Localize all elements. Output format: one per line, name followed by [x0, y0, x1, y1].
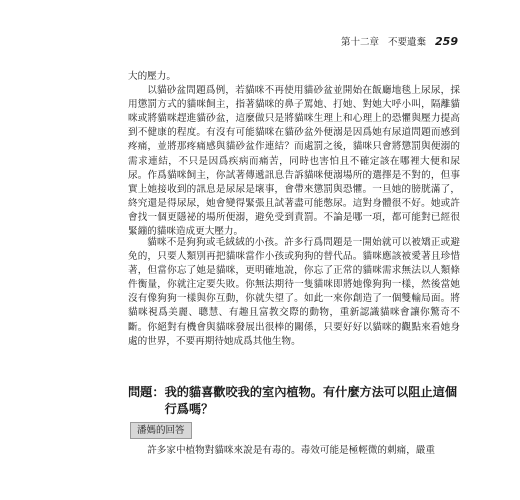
- answer-label-box: 潘媽的回答: [130, 422, 192, 439]
- chapter-title: 不要遺棄: [387, 37, 426, 48]
- body-section-litterbox: [128, 70, 460, 239]
- paragraph-punishment: 以貓砂盆問題爲例，若貓咪不再使用貓砂盆並開始在飯廳地毯上尿尿，採用懲罰方式的貓咪飼主，指著貓咪的鼻子罵她、打她、對她大呼小叫，隔離貓咪或將貓咪趕進貓砂盆，這麼做只是將貓咪生理上和心理上的恐懼與壓力提高到不健康的程度。有沒有可能貓咪在貓砂盆外便溺是因爲她有尿道問題而感到疼痛，並將那疼痛感與貓砂盆作連結？而處罰之後，貓咪只會將懲罰與便溺的需求連結，不只是因爲疾病而痛苦，同時也害怕且不確定該在哪裡大便和尿尿。作爲貓咪飼主，你試著傳遞訊息告訴貓咪便溺場所的選擇是不對的，但事實上她接收到的訊息是尿尿是壞事，會帶來懲罰與恐懼。一旦她的膀胱滿了，終究還是得尿尿，她會變得緊張且試著盡可能憋尿。這對身體很不好。她或許會找一個更隱祕的場所便溺，避免受到責罰。不論是哪一項，都可能對已經很緊繃的貓咪造成更大壓力。: [128, 85, 460, 238]
- paragraph-cats-not-dogs: 貓咪不是狗狗或毛絨絨的小孩。許多行爲問題是一開始就可以被矯正或避免的，只要人類別再把貓咪當作小孩或狗狗的替代品。貓咪應該被愛著且珍惜著，但當你忘了她是貓咪，更明確地說，你忘了正常的貓咪需求無法以人類條件衡量，你就注定要失敗。你無法期待一隻貓咪即將她像狗狗一樣，然後當她沒有像狗狗一樣與你互動，你就失望了。如此一來你創造了一個雙輸局面。將貓咪視爲美麗、聰慧、有趣且富教交際的動物，重新認識貓咪會讓你驚奇不斷。你絕對有機會與貓咪發展出很棒的關係，只要好好以貓咪的觀點來看她身處的世界，不要再期待她成爲其他生物。: [128, 237, 460, 347]
- question-text: 我的貓喜歡咬我的室內植物。有什麼方法可以阻止這個行爲嗎？: [164, 385, 458, 416]
- chapter-label: 第十二章: [340, 37, 379, 48]
- body-section-answer: [128, 444, 460, 458]
- running-header: [318, 34, 458, 50]
- paragraph-continuation: 大的壓力。: [128, 71, 176, 82]
- question-label: 問題：: [128, 385, 165, 399]
- body-section-not-a-dog: [128, 236, 460, 349]
- question-heading: [128, 384, 460, 418]
- paragraph-answer: 許多家中植物對貓咪來說是有毒的。毒效可能是極輕微的刺痛，嚴重: [147, 445, 435, 456]
- page-number: 259: [435, 35, 458, 48]
